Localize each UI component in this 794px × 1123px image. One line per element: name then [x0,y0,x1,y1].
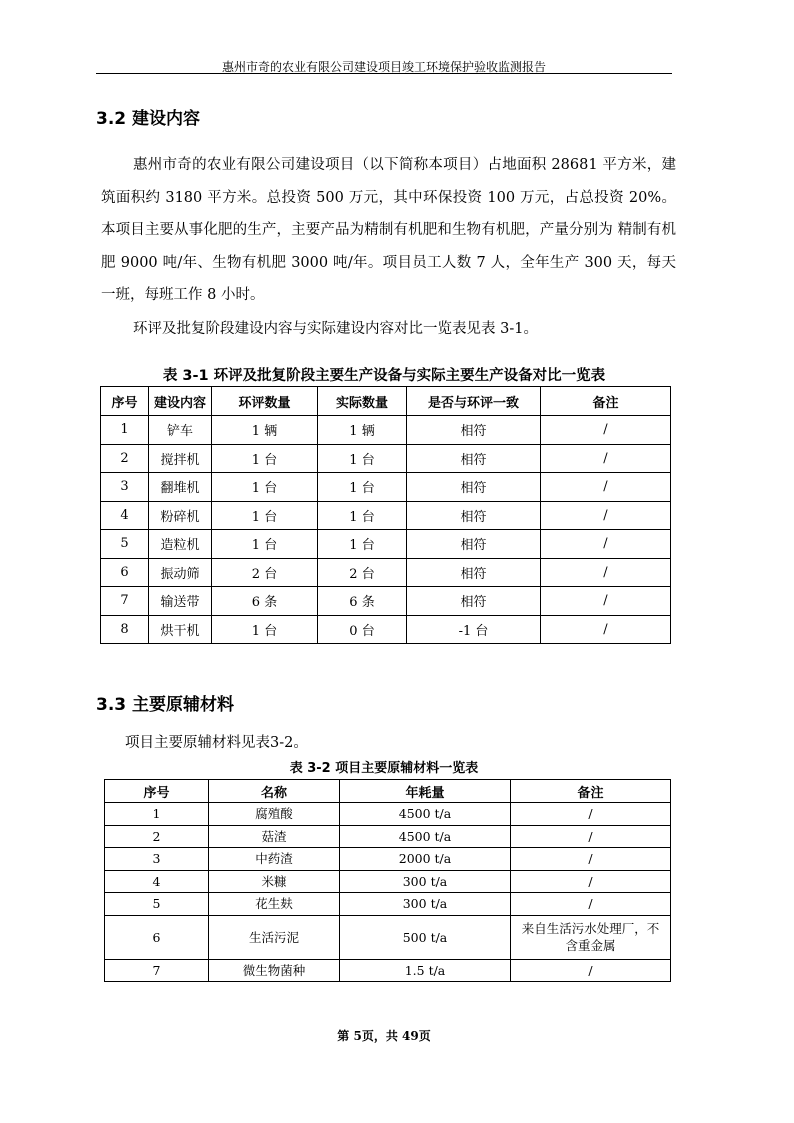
table-row [101,558,671,587]
table-cell: 米糠 [209,870,340,893]
table-cell: 1.5 t/a [340,959,511,982]
table-row [101,587,671,616]
header-cell: 序号 [105,780,209,803]
table-cell: 0 台 [318,615,407,644]
table-cell: 1 [101,416,149,445]
table-cell: 相符 [407,530,541,559]
table-cell: 1 台 [318,501,407,530]
header-cell: 实际数量 [318,387,407,416]
table-cell: 6 条 [212,587,318,616]
table-cell: / [541,444,671,473]
table-row [105,825,671,848]
table-cell: / [541,558,671,587]
table-cell: / [541,473,671,502]
table-3-2-caption: 表 3-2 项目主要原辅材料一览表 [289,761,479,776]
table-row [105,893,671,916]
table-cell: 3 [105,848,209,871]
raw-materials-table [104,779,671,982]
table-cell: 来自生活污水处理厂，不含重金属 [511,915,671,959]
table-cell: 粉碎机 [149,501,212,530]
table-3-1-caption: 表 3-1 环评及批复阶段主要生产设备与实际主要生产设备对比一览表 [162,368,606,384]
table-cell: 7 [105,959,209,982]
section-heading-3-3: 3.3 主要原辅材料 [96,695,235,715]
table-cell: 1 台 [318,444,407,473]
table-cell: 4500 t/a [340,803,511,826]
header-cell: 是否与环评一致 [407,387,541,416]
table-cell: 菇渣 [209,825,340,848]
table-cell: 5 [105,893,209,916]
table-cell: 300 t/a [340,893,511,916]
table-cell: / [511,803,671,826]
table-row [105,803,671,826]
table-cell: 2 台 [318,558,407,587]
table-cell: 翻堆机 [149,473,212,502]
table-cell: 相符 [407,587,541,616]
table-cell: 相符 [407,501,541,530]
report-header: 惠州市奇的农业有限公司建设项目竣工环境保护验收监测报告 [221,60,546,74]
table-cell: 6 条 [318,587,407,616]
header-cell: 环评数量 [212,387,318,416]
table-cell: 1 台 [318,530,407,559]
table-cell: 相符 [407,473,541,502]
section-3-2-paragraph-ref: 环评及批复阶段建设内容与实际建设内容对比一览表见表 3-1。 [133,321,538,337]
table-cell: 6 [105,915,209,959]
table-header-row [101,387,671,416]
table-row [101,530,671,559]
table-row [105,959,671,982]
table-row [105,915,671,959]
table-cell: 造粒机 [149,530,212,559]
table-cell: 腐殖酸 [209,803,340,826]
table-cell: 4 [105,870,209,893]
table-cell: 500 t/a [340,915,511,959]
header-divider [96,73,672,74]
table-cell: 6 [101,558,149,587]
table-cell: 花生麸 [209,893,340,916]
table-cell: 1 台 [212,530,318,559]
table-cell: 相符 [407,416,541,445]
table-cell: 相符 [407,444,541,473]
header-cell: 备注 [541,387,671,416]
table-cell: 2 [101,444,149,473]
table-cell: 2 台 [212,558,318,587]
table-cell: / [541,615,671,644]
table-cell: 4500 t/a [340,825,511,848]
table-cell: 4 [101,501,149,530]
header-cell: 备注 [511,780,671,803]
table-cell: 3 [101,473,149,502]
table-cell: 1 台 [318,473,407,502]
table-cell: 烘干机 [149,615,212,644]
page-number: 第 5页，共 49页 [337,1029,431,1043]
table-cell: 1 [105,803,209,826]
table-cell: 1 辆 [212,416,318,445]
table-cell: 8 [101,615,149,644]
table-cell: 2 [105,825,209,848]
table-row [105,870,671,893]
header-cell: 建设内容 [149,387,212,416]
table-cell: / [511,848,671,871]
table-cell: 振动筛 [149,558,212,587]
table-cell: 1 辆 [318,416,407,445]
table-cell: 1 台 [212,473,318,502]
table-cell: 1 台 [212,615,318,644]
section-3-2-paragraph: 惠州市奇的农业有限公司建设项目（以下简称本项目）占地面积 28681 平方米，建筑面积约 3180 平方米。总投资 500 万元，其中环保投资 100 万元，占总投资 20%。本项目主要从事化肥的生产，主要产品为精制有机肥和生物有机肥，产量分别为 精制有机肥 9000 吨/年、生物有机肥 3000 吨/年。项目员工人数 7 人，全年生产 300 天，每天一班，每班工作 8 小时。 [101,157,676,303]
header-cell: 序号 [101,387,149,416]
table-cell: / [511,893,671,916]
header-cell: 名称 [209,780,340,803]
table-cell: / [511,959,671,982]
table-cell: 搅拌机 [149,444,212,473]
table-row [101,473,671,502]
section-3-3-paragraph: 项目主要原辅材料见表3-2。 [125,735,308,751]
table-row [101,416,671,445]
table-cell: 中药渣 [209,848,340,871]
table-cell: 相符 [407,558,541,587]
table-cell: 1 台 [212,501,318,530]
table-cell: -1 台 [407,615,541,644]
table-cell: 输送带 [149,587,212,616]
table-cell: / [511,870,671,893]
table-header-row [105,780,671,803]
table-row [101,501,671,530]
equipment-comparison-table [100,386,671,644]
table-row [101,615,671,644]
table-cell: 铲车 [149,416,212,445]
table-cell: 1 台 [212,444,318,473]
table-cell: / [541,501,671,530]
table-cell: 2000 t/a [340,848,511,871]
table-cell: 微生物菌种 [209,959,340,982]
table-cell: 300 t/a [340,870,511,893]
table-row [101,444,671,473]
table-cell: 7 [101,587,149,616]
table-cell: / [511,825,671,848]
table-row [105,848,671,871]
header-cell: 年耗量 [340,780,511,803]
table-cell: / [541,416,671,445]
section-heading-3-2: 3.2 建设内容 [96,109,201,129]
table-cell: / [541,530,671,559]
table-cell: 5 [101,530,149,559]
table-cell: 生活污泥 [209,915,340,959]
table-cell: / [541,587,671,616]
